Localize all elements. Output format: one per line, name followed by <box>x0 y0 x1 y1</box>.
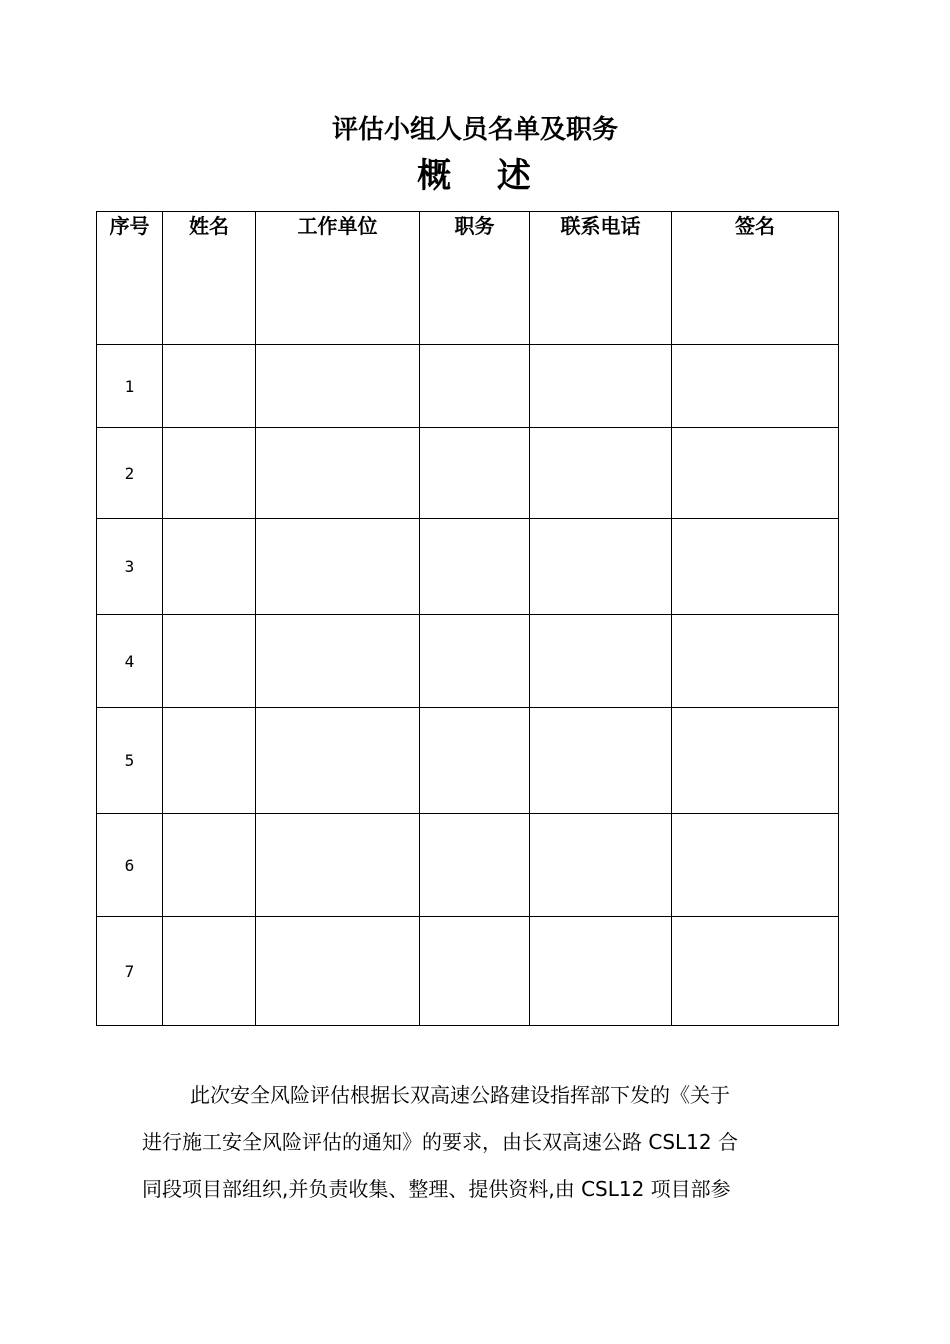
table-row <box>97 708 839 814</box>
work-unit-cell <box>256 917 420 1026</box>
signature-cell <box>672 814 839 917</box>
phone-cell <box>530 345 672 428</box>
position-cell <box>420 615 530 708</box>
phone-cell <box>530 917 672 1026</box>
table-row <box>97 615 839 708</box>
position-cell <box>420 345 530 428</box>
name-cell <box>163 428 256 519</box>
row-number: 3 <box>97 519 163 615</box>
overview-paragraph <box>142 1072 812 1213</box>
row-number: 6 <box>97 814 163 917</box>
paragraph-line: 进行施工安全风险评估的通知》的要求，由长双高速公路 CSL12 合 <box>142 1130 738 1154</box>
work-unit-cell <box>256 519 420 615</box>
signature-cell <box>672 917 839 1026</box>
row-number: 1 <box>97 345 163 428</box>
row-number: 7 <box>97 917 163 1026</box>
table-row <box>97 519 839 615</box>
name-cell <box>163 917 256 1026</box>
table-row <box>97 428 839 519</box>
position-cell <box>420 708 530 814</box>
section-heading: 概 述 <box>417 156 533 196</box>
paragraph-line: 同段项目部组织,并负责收集、整理、提供资料,由 CSL12 项目部参 <box>142 1177 731 1201</box>
header-serial-number: 序号 <box>97 212 163 345</box>
paragraph-line: 此次安全风险评估根据长双高速公路建设指挥部下发的《关于 <box>190 1083 730 1107</box>
name-cell <box>163 814 256 917</box>
work-unit-cell <box>256 345 420 428</box>
header-signature: 签名 <box>672 212 839 345</box>
name-cell <box>163 345 256 428</box>
header-position: 职务 <box>420 212 530 345</box>
roster-table <box>96 211 839 1026</box>
work-unit-cell <box>256 615 420 708</box>
row-number: 4 <box>97 615 163 708</box>
phone-cell <box>530 708 672 814</box>
work-unit-cell <box>256 428 420 519</box>
position-cell <box>420 519 530 615</box>
phone-cell <box>530 615 672 708</box>
row-number: 5 <box>97 708 163 814</box>
position-cell <box>420 917 530 1026</box>
table-header-row <box>97 212 839 345</box>
position-cell <box>420 428 530 519</box>
signature-cell <box>672 708 839 814</box>
signature-cell <box>672 428 839 519</box>
table-row <box>97 917 839 1026</box>
header-name: 姓名 <box>163 212 256 345</box>
page-title: 评估小组人员名单及职务 <box>331 115 618 145</box>
name-cell <box>163 708 256 814</box>
signature-cell <box>672 615 839 708</box>
table-row <box>97 345 839 428</box>
name-cell <box>163 519 256 615</box>
position-cell <box>420 814 530 917</box>
header-work-unit: 工作单位 <box>256 212 420 345</box>
phone-cell <box>530 428 672 519</box>
phone-cell <box>530 519 672 615</box>
signature-cell <box>672 345 839 428</box>
phone-cell <box>530 814 672 917</box>
work-unit-cell <box>256 708 420 814</box>
table-row <box>97 814 839 917</box>
header-phone: 联系电话 <box>530 212 672 345</box>
row-number: 2 <box>97 428 163 519</box>
signature-cell <box>672 519 839 615</box>
work-unit-cell <box>256 814 420 917</box>
name-cell <box>163 615 256 708</box>
